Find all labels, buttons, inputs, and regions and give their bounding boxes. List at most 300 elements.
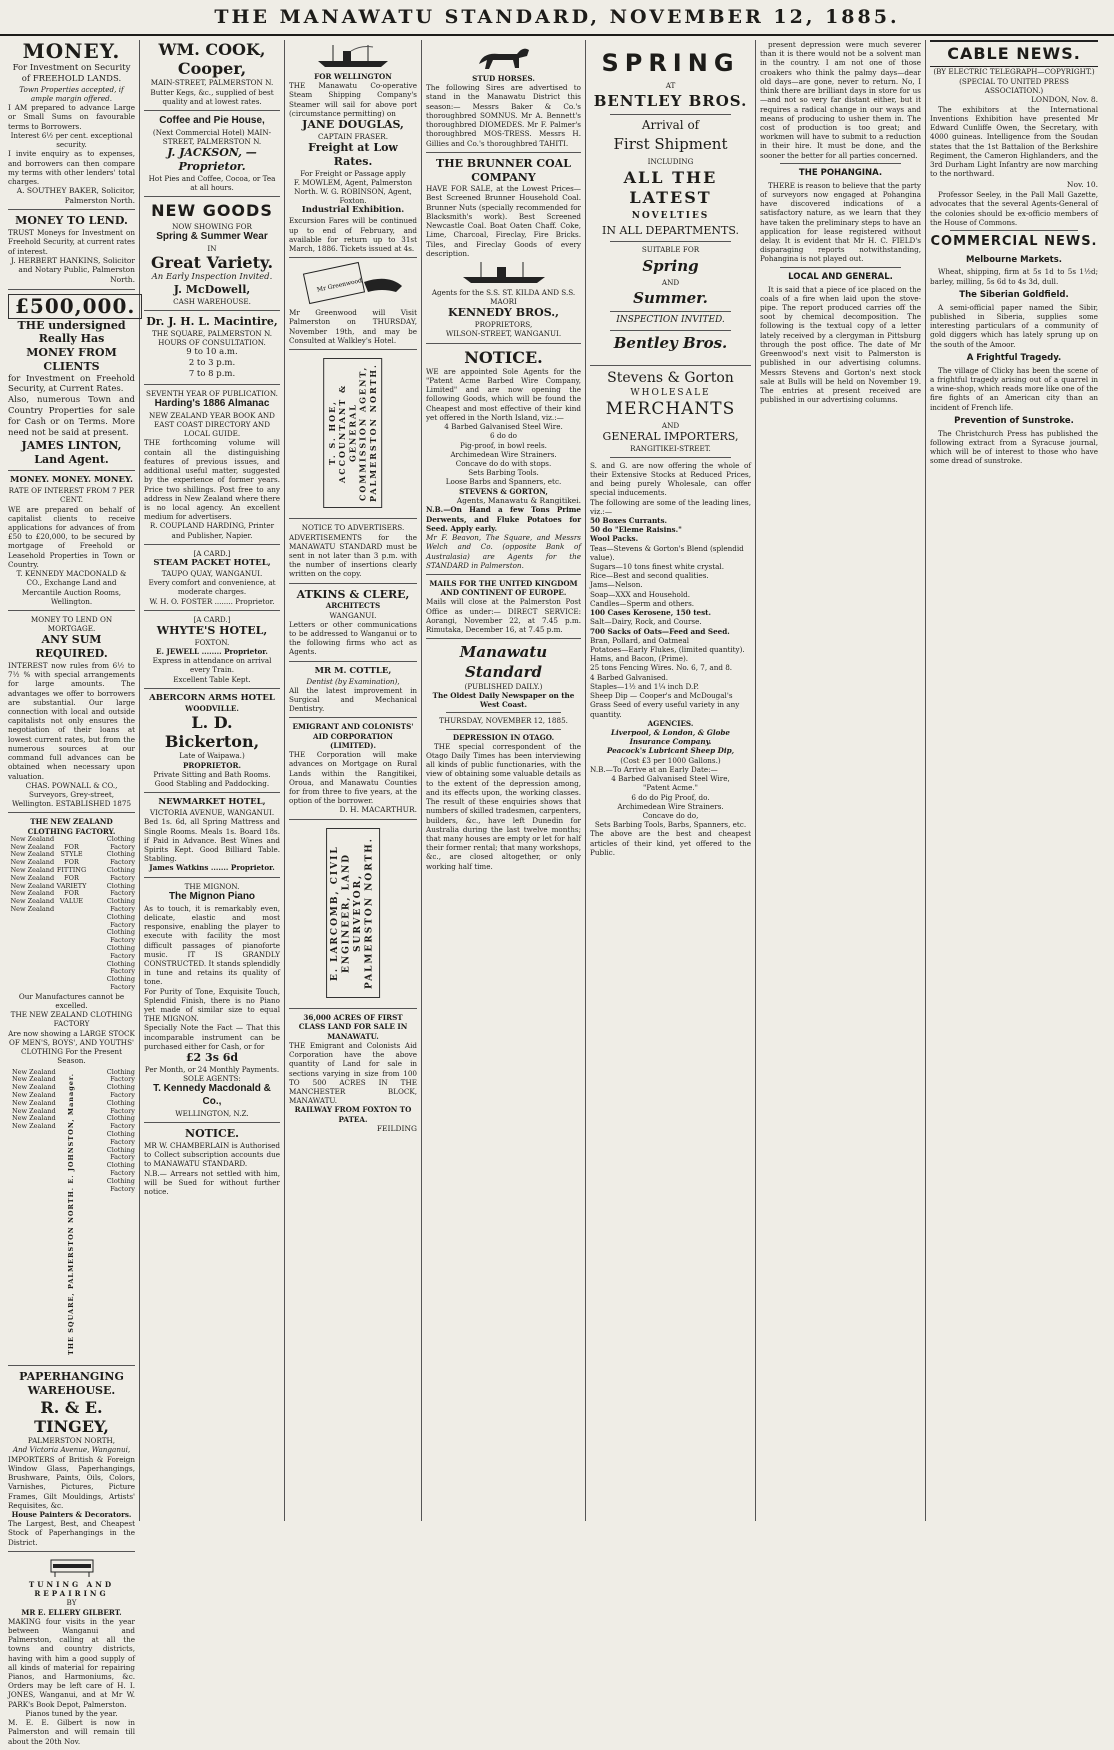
harding-title: Harding's 1886 Almanac xyxy=(154,397,270,409)
atkins-location: WANGANUI. xyxy=(329,610,377,620)
lend-signature: J. HERBERT HANKINS, Solicitor and Notary Public, Palmerston North. xyxy=(10,255,135,284)
lend-ad xyxy=(8,214,135,289)
clothing-ad xyxy=(8,817,135,1366)
depression-title: DEPRESSION IN OTAGO. xyxy=(452,732,555,742)
jewell-text: Express in attendance on arrival every Train. xyxy=(152,656,272,675)
divider xyxy=(446,729,561,730)
clothing-grid: New Zealand New Zealand New Zealand New Zealand New Zealand New Zealand New Zealand New Zealand New Zealand New Zealand FOR STYLE FOR FITTING FOR VARIETY FOR VALUE Clothing Factory Clothing Factory Clothing Factory Clothing Factory Clothing Factory Clothing Factory Clothing Factory Clothing Factory Clothing Factory Clothing Factory xyxy=(10,834,135,992)
svg-text:Mr Greenwood: Mr Greenwood xyxy=(316,277,363,294)
house-painters: House Painters & Decorators. xyxy=(11,1509,132,1519)
great-variety: Great Variety. xyxy=(150,252,274,272)
greenwood-text: Mr Greenwood will Visit Palmerston on THURSDAY, November 19th, and may be Consulted at Walkley's Hotel. xyxy=(289,308,417,345)
wire-notice xyxy=(426,348,581,575)
larcomb-ad xyxy=(289,824,417,1009)
clothing-title: THE NEW ZEALAND CLOTHING FACTORY. xyxy=(27,817,116,836)
money-signature: A. SOUTHEY BAKER, Solicitor, Palmerston North. xyxy=(16,186,135,205)
gilbert-name: MR E. ELLERY GILBERT. xyxy=(21,1607,122,1617)
money-ad xyxy=(8,40,135,210)
following: The following are some of the leading lines, viz.:— xyxy=(590,497,751,516)
cable-credit: (BY ELECTRIC TELEGRAPH—COPYRIGHT.) xyxy=(933,67,1095,77)
editorial-date: THURSDAY, NOVEMBER 12, 1885. xyxy=(439,716,568,726)
atkins-text: Letters or other communications to be addressed to Wanganui or to the following firms who act as Agents. xyxy=(289,619,417,657)
tingey-text: IMPORTERS of British & Foreign Window Glass, Paperhangings, Brushware, Paints, Oils, Colors, Varnishes, Pictures, Picture Frames, Gilt Mouldings, Artists' Requisites, &c. xyxy=(8,1454,135,1510)
private-rooms: Private Sitting and Bath Rooms. xyxy=(153,769,271,779)
amount-line: for Investment on Freehold Security, at Current Rates. xyxy=(8,373,135,395)
commercial-news-title: COMMERCIAL NEWS. xyxy=(930,233,1098,249)
list-item: Hams, and Bacon, (Prime). xyxy=(590,654,689,664)
first-shipment: First Shipment xyxy=(613,135,728,154)
per-month: Per Month, or 24 Monthly Payments. xyxy=(144,1064,280,1074)
steamship-icon xyxy=(459,261,549,285)
card-label: [A CARD.] xyxy=(193,548,231,558)
notice-text: WE are appointed Sole Agents for the "Patent Acme Barbed Wire Company, Limited" and are now opening the following Goods, which will be found the Cheapest and most effective of their kind yet offered in the North Island, viz.:— xyxy=(426,366,581,422)
divider xyxy=(780,163,901,164)
notice-adv-text: ADVERTISEMENTS for the MANAWATU STANDARD must be sent in not later than 3 p.m. with the number of insertions clearly written on the copy. xyxy=(289,532,417,579)
list-item: Potatoes—Early Flukes, (limited quantity). xyxy=(590,645,745,654)
rate-ad xyxy=(8,475,135,611)
list-item: Sugars—10 tons finest white crystal. xyxy=(590,562,725,572)
cottle-title: MR M. COTTLE, xyxy=(314,665,392,676)
notice-title: NOTICE. xyxy=(464,347,543,367)
list-item: Soap—XXX and Household. xyxy=(590,589,691,599)
cook-ad xyxy=(144,40,280,111)
gilbert-foot-2: M. E. E. Gilbert is now in Palmerston and will remain till about the 20th Nov. xyxy=(8,1718,135,1746)
steam-text: Every comfort and convenience, at moderate charges. xyxy=(148,578,276,597)
spring-title: SPRING xyxy=(601,49,740,77)
card-label: [A CARD.] xyxy=(193,614,231,624)
acres-text: THE Emigrant and Colonists Aid Corporation have the above quantity of Land for sale in sections varying in size from 100 TO 500 ACRES IN THE MANCHESTER BLOCK, MANAWATU. xyxy=(289,1040,417,1106)
newmarket-ad xyxy=(144,797,280,877)
stabling: Good Stabling and Paddocking. xyxy=(154,778,270,788)
steam-proprietor: W. H. O. FOSTER ........ Proprietor. xyxy=(149,596,275,606)
liverpool: Liverpool, & London, & Globe Insurance Company. xyxy=(610,727,731,747)
clothing-title-2: THE NEW ZEALAND CLOTHING FACTORY xyxy=(10,1010,133,1029)
rate-title: RATE OF INTEREST FROM 7 PER CENT. xyxy=(8,486,135,505)
mignon-ad xyxy=(144,882,280,1124)
local-general-text: It is said that a piece of ice placed on the coals of a fire when laid upon the stove-pipe. The report produced carries off the soot by chemical decomposition. The following is the textual copy of a letter lately received by a clergyman in Pittsburg through the post office. The date of Mr Greenwood's next visit to Palmerston is published in our advertising columns. Messrs Stevens and Gorton's next stock sale at Bulls will be held on November 19. The entries at present received are published in our advertising columns. xyxy=(760,284,921,405)
money-title: MONEY. xyxy=(22,39,121,63)
gilbert-text: MAKING four visits in the year between Wanganui and Palmerston, calling at all the towns and country districts, having with him a good supply of all kinds of material for repairing Pianos, and Harmoniums, &c. Orders may be left care of H. I. JONES, Wanganui, and at Mr W. PARK's Book Depot, Palmerston. xyxy=(8,1616,135,1709)
jewell: E. JEWELL ........ Proprietor. xyxy=(156,646,268,656)
column-4 xyxy=(422,40,586,1521)
suitable: SUITABLE FOR xyxy=(641,245,700,255)
mignon-price: £2 3s 6d xyxy=(185,1051,239,1065)
frightful-title: A Frightful Tragedy. xyxy=(966,352,1062,363)
mmm-title: MONEY. MONEY. MONEY. xyxy=(10,475,133,486)
list-item: 4 Barbed Galvanised. xyxy=(590,672,669,682)
arrive-item: "Patent Acme." xyxy=(643,783,698,793)
clothing-note: Our Manufactures cannot be excelled. xyxy=(18,991,125,1011)
hoe-ad xyxy=(289,354,417,519)
sole-agents: SOLE AGENTS: xyxy=(183,1074,241,1084)
steamship-icon xyxy=(313,43,393,69)
list-item: Rice—Best and second qualities. xyxy=(590,571,709,581)
hours-item: 9 to 10 a.m. xyxy=(186,347,238,358)
abercorn-title: ABERCORN ARMS HOTEL xyxy=(149,692,275,703)
nov10-date: Nov. 10. xyxy=(1066,180,1098,190)
list-item: 50 do "Eleme Raisins." xyxy=(590,525,682,535)
steam-packet-ad xyxy=(144,549,280,611)
peacock-sub: (Cost £3 per 1000 Gallons.) xyxy=(620,755,721,765)
siberian-text: A semi-official paper named the Sibir, published in Siberia, supplies some interesting particulars of a community of gold diggers which has lately sprung up on the south of the Amoor. xyxy=(930,302,1098,349)
ship-name: JANE DOUGLAS, xyxy=(302,118,404,132)
greenwood-ad xyxy=(289,262,417,350)
hours-item: 2 to 3 p.m. xyxy=(188,358,236,368)
kennedy-bros: KENNEDY BROS., xyxy=(448,306,559,320)
wire-item: Loose Barbs and Spanners, etc. xyxy=(445,477,562,487)
list-item: Grass Seed of every useful variety in any quantity. xyxy=(590,700,740,719)
editorial xyxy=(426,643,581,877)
stevens-gorton: STEVENS & GORTON, xyxy=(459,486,548,496)
hoe-vertical: T. S. HOE, ACCOUNTANT & GENERAL COMMISSION AGENT, PALMERSTON NORTH. xyxy=(323,358,382,508)
list-item: 50 Boxes Currants. xyxy=(590,515,668,525)
harding-text: THE forthcoming volume will contain all the distinguishing features of previous issues, and additional useful matter, suggested by the experience of former years. Price two shillings. Post free to any address in New Zealand where there is no local agency. An excellent medium for advertisers. xyxy=(144,438,280,522)
mails-text: Mails will close at the Palmerston Post Office as under:— DIRECT SERVICE: Aorangi, November 22, at 7.45 p.m. Rimutaka, December 16, at 7.45 p.m. xyxy=(426,597,581,635)
inspection: An Early Inspection Invited. xyxy=(151,272,273,283)
notice-adv-title: NOTICE TO ADVERTISERS. xyxy=(301,523,405,533)
merchants: MERCHANTS xyxy=(605,399,736,420)
stevens-gorton-title: Stevens & Gorton xyxy=(607,369,734,386)
foxton: FOXTON. xyxy=(194,637,230,647)
emigrant-title: EMIGRANT AND COLONISTS' AID CORPORATION (LIMITED). xyxy=(292,722,414,750)
emigrant-signature: D. H. MACARTHUR. xyxy=(339,805,417,815)
money-line: Town Properties accepted, if ample margin offered. xyxy=(19,84,124,103)
prevention-text: The Christchurch Press has published the following extract from a Syracuse journal, which will be of interest to those who have some dread of sunstroke. xyxy=(930,428,1098,466)
in-label: IN xyxy=(207,243,217,253)
ship-agents: F. MOWLEM, Agent, Palmerston North. W. G. ROBINSON, Agent, Foxton. xyxy=(293,177,413,206)
siberian-title: The Siberian Goldfield. xyxy=(959,289,1069,300)
shipping-ad xyxy=(289,43,417,258)
published-daily: (PUBLISHED DAILY.) xyxy=(464,681,543,691)
kennedy-agents: T. Kennedy Macdonald & Co., xyxy=(153,1083,271,1108)
newmarket-text: Bed 1s. 6d, all Spring Mattress and Single Rooms. Meals 1s. Board 18s. if Paid in Advance. Best Wines and Spirits Kept. Good Billiard Table. Stabling. xyxy=(144,817,280,864)
rate-signature: T. KENNEDY MACDONALD & CO., Exchange Land and Mercantile Auction Rooms, Wellington. xyxy=(16,569,127,606)
watkins: James Watkins ....... Proprietor. xyxy=(149,863,275,873)
special-note: Specially Note the Fact — That this incomparable instrument can be purchased either for Cash, or for xyxy=(144,1023,280,1051)
captain: CAPTAIN FRASER. xyxy=(318,131,388,141)
wellington-title: FOR WELLINGTON xyxy=(314,72,392,81)
steam-packet-title: STEAM PACKET HOTEL, xyxy=(153,558,271,569)
wire-item: Sets Barbing Tools. xyxy=(468,468,539,478)
wire-item: Pig-proof, in bowl reels. xyxy=(460,440,547,450)
mails-notice xyxy=(426,579,581,639)
seventh-year: SEVENTH YEAR OF PUBLICATION. xyxy=(146,388,278,398)
list-item: Candles—Sperm and others. xyxy=(590,598,695,608)
prevention-title: Prevention of Sunstroke. xyxy=(954,415,1074,426)
mortgage-title: MONEY TO LEND ON MORTGAGE. xyxy=(30,615,113,634)
summer-italic: Summer. xyxy=(633,289,708,308)
wire-item: 4 Barbed Galvanised Steel Wire. xyxy=(444,422,563,432)
general-importers: GENERAL IMPORTERS, xyxy=(602,430,739,444)
mignon-text: As to touch, it is remarkably even, delicate, elastic and most responsive, enabling the player to execute with facility the most difficult passages of pianoforte music. IT IS GRANDLY CONSTRUCTED. It stands splendidly in tune and retains its quality of tone. xyxy=(144,903,280,987)
dentist: Dentist (by Examination), xyxy=(306,676,400,686)
clothing-word: VALUE xyxy=(59,897,84,906)
column-2 xyxy=(140,40,285,1521)
cable-credit-2: (SPECIAL TO UNITED PRESS ASSOCIATION.) xyxy=(959,76,1069,95)
freight-sub: For Freight or Passage apply xyxy=(300,168,406,178)
new-goods-title: NEW GOODS xyxy=(151,201,273,221)
now-showing: NOW SHOWING FOR xyxy=(172,221,252,231)
stud-title: STUD HORSES. xyxy=(472,74,535,83)
at-label: AT xyxy=(665,80,676,90)
bickerton-sub: Late of Waipawa.) xyxy=(179,751,245,761)
tingey-title: R. & E. TINGEY, xyxy=(34,1397,109,1437)
cottle-text: All the latest improvement in Surgical and Mechanical Dentistry. xyxy=(289,685,417,714)
stud-ad xyxy=(426,42,581,153)
nb-text: N.B.—On Hand a few Tons Prime Derwents, and Fluke Potatoes for Seed. Apply early. xyxy=(426,505,581,533)
column-3 xyxy=(285,40,422,1521)
lend-title: MONEY TO LEND. xyxy=(15,214,128,228)
list-item: Teas—Stevens & Gorton's Blend (splendid value). xyxy=(590,543,744,562)
all-latest: ALL THE LATEST xyxy=(623,167,718,208)
amount-signature: JAMES LINTON, Land Agent. xyxy=(21,438,122,466)
tuning-title: TUNING AND REPAIRING xyxy=(28,1579,115,1599)
arrive-item: 4 Barbed Galvanised Steel Wire, xyxy=(611,774,730,784)
coffee-ad xyxy=(144,115,280,197)
pohangina-title: THE POHANGINA. xyxy=(798,167,883,178)
chamberlain-text: MR W. CHAMBERLAIN is Authorised to Collect subscription accounts due to MANAWATU STANDARD. xyxy=(144,1140,280,1169)
clothing-word: VARIETY xyxy=(56,881,87,890)
cook-title: WM. COOK, xyxy=(158,40,266,59)
money-line: Interest 6½ per cent. exceptional security. xyxy=(10,130,133,150)
acres-signature: FEILDING xyxy=(376,1123,417,1133)
arrive-item: Archimedean Wire Strainers. xyxy=(617,801,724,811)
bentley-title: BENTLEY BROS. xyxy=(593,91,748,110)
jackson: J. JACKSON, — Proprietor. xyxy=(167,146,257,174)
bentley-italic: Bentley Bros. xyxy=(613,333,728,352)
newmarket-location: VICTORIA AVENUE, WANGANUI. xyxy=(149,808,275,818)
divider xyxy=(780,267,901,268)
column-6 xyxy=(756,40,926,1521)
column-1 xyxy=(4,39,140,1746)
larcomb-vertical: E. LARCOMB, CIVIL ENGINEER, LAND SURVEYOR, PALMERSTON NORTH. xyxy=(326,828,380,998)
doctor-name: Dr. J. H. L. Macintire, xyxy=(146,314,278,328)
clothing-vertical: THE SQUARE, PALMERSTON NORTH. E. JOHNSTON, Manager. xyxy=(66,1072,75,1355)
tuning-by: BY xyxy=(66,1598,77,1608)
novelties: NOVELTIES xyxy=(631,210,710,221)
mignon-label: THE MIGNON. xyxy=(184,881,240,891)
list-item: Sheep Dip — Cooper's and McDougal's xyxy=(590,691,733,701)
brunner-ad xyxy=(426,157,581,344)
harding-signature: R. COUPLAND HARDING, Printer and Publisher, Napier. xyxy=(149,521,275,540)
yearbook: NEW ZEALAND YEAR BOOK AND EAST COAST DIRECTORY AND LOCAL GUIDE. xyxy=(149,410,275,439)
cable-news-title: CABLE NEWS. xyxy=(930,40,1098,67)
peacock: Peacock's Lubricant Sheep Dip, xyxy=(606,746,735,756)
arrive-item: Concave do do, xyxy=(642,810,699,820)
lend-text: TRUST Moneys for Investment on Freehold Security, at current rates of interest. xyxy=(8,228,135,256)
bentley-ad xyxy=(590,40,751,366)
ship-text: THE Manawatu Co-operative Steam Shipping Company's Steamer will sail for above port (circumstance permitting) on xyxy=(289,81,417,118)
local-general-title: LOCAL AND GENERAL. xyxy=(788,271,893,282)
notice-title: NOTICE. xyxy=(185,1127,239,1141)
masthead xyxy=(0,0,1114,36)
spring-summer: Spring & Summer Wear xyxy=(156,230,268,242)
emigrant-ad xyxy=(289,722,417,820)
inspection-invited: INSPECTION INVITED. xyxy=(616,315,725,326)
wire-item: Archimedean Wire Strainers. xyxy=(450,449,557,459)
list-item: Bran, Pollard, and Oatmeal xyxy=(590,635,690,645)
brunner-text: HAVE FOR SALE, at the Lowest Prices— Best Screened Brunner Household Coal. Brunner Nuts (specially recommended for Blacksmith's work). Best Screened Newcastle Coal. Boat Oaten Chaff. Coke, Lime, Charcoal, Fireclay, Fire Bricks. Tiles, and Fireclay Goods of every description. xyxy=(426,184,581,258)
horse-icon xyxy=(469,42,539,72)
atkins-ad xyxy=(289,588,417,662)
departments: IN ALL DEPARTMENTS. xyxy=(601,224,740,238)
proprietor: PROPRIETOR. xyxy=(183,760,241,770)
melbourne-markets-title: Melbourne Markets. xyxy=(965,254,1062,265)
amount-ad xyxy=(8,294,135,472)
editorial-continued: present depression were much severer than it is there would not be a solvent man in the country. I am not one of those croakers who think the palmy days—dear old days—are gone, never to return. No, I think there are brilliant days in store for us—and not so very far distant either, but it requires a radical change in our ways and means of producing to usher them in. The cost of production is too great; and workmen will have to submit to a reduction in their hire. It must be done, and the sooner the better for all parties concerned. xyxy=(760,40,921,160)
coffee-title: Coffee and Pie House, xyxy=(159,115,265,127)
list-item: Jams—Nelson. xyxy=(590,580,643,590)
money-line: I AM prepared to advance Large or Small Sums on favourable terms to Borrowers. xyxy=(8,103,135,131)
arrive-item: Sets Barbing Tools, Barbs, Spanners, etc. xyxy=(594,820,747,830)
chamberlain-nb: N.B.— Arrears not settled with him, will be Sued for without further notice. xyxy=(144,1168,280,1196)
hours-title: HOURS OF CONSULTATION. xyxy=(158,337,266,347)
list-item: 700 Sacks of Oats—Feed and Seed. xyxy=(590,626,730,636)
closing-text: The above are the best and cheapest articles of their kind, yet offered to the Public. xyxy=(590,829,751,857)
wire-item: 6 do do xyxy=(490,431,517,441)
nov10-text: Professor Seeley, in the Pall Mall Gazette, advocates that the several Agents-General of the colonies should be ex-officio members of the House of Commons. xyxy=(930,190,1098,227)
newspaper-page xyxy=(4,39,1110,1746)
any-sum-text: INTEREST now rules from 6½ to 7½ % with special arrangements for large amounts. The advantages we offer to borrowers are substantial. Our large connection with local and outside capitalists not only ensures the negotiation of their loans at lowest current rates, but from the numerous sources at our command full advances can be obtained when necessary upon valuation. xyxy=(8,660,135,781)
and-label: AND xyxy=(661,277,680,287)
doctor-location: THE SQUARE, PALMERSTON N. xyxy=(151,328,273,338)
whytes-title: WHYTE'S HOTEL, xyxy=(156,624,268,638)
sg-text: S. and G. are now offering the whole of their Extensive Stocks at Reduced Prices, and being purely Wholesale, can offer special inducements. xyxy=(590,460,751,498)
agents-for: Agents for the S.S. ST. KILDA AND S.S. MAORI xyxy=(431,288,576,307)
tingey-location: PALMERSTON NORTH, xyxy=(27,1436,116,1446)
mignon-piano: The Mignon Piano xyxy=(168,890,256,902)
list-item: Wool Packs. xyxy=(590,534,639,544)
mcdowell: J. McDowell, xyxy=(173,282,251,296)
clothing-stock: Are now showing a LARGE STOCK OF MEN'S, BOYS', AND YOUTHS' CLOTHING For the Present Season. xyxy=(8,1028,135,1066)
list-item: 100 Cases Kerosene, 150 test. xyxy=(590,608,711,618)
cooper-title: Cooper, xyxy=(177,59,247,79)
amount-line: THE undersigned Really Has xyxy=(17,318,126,346)
london-date: LONDON, Nov. 8. xyxy=(1030,95,1098,105)
clothing-word: FITTING xyxy=(56,866,87,875)
hand-card-icon xyxy=(298,262,408,306)
clothing-word: STYLE xyxy=(60,850,83,859)
amount-line: Also, numerous Town and Country Properties for sale for Cash or on Terms. More need not be said at present. xyxy=(8,395,135,438)
rate-text: WE are prepared on behalf of capitalist clients to receive applications for advances of from £50 to £20,000, to be secured by mortgage of Freehold or Leasehold Properties in Town or Country. xyxy=(8,504,135,569)
list-item: Salt—Dairy, Rock, and Course. xyxy=(590,617,702,627)
and-label-2: AND xyxy=(661,421,680,431)
amount-line: MONEY FROM CLIENTS xyxy=(26,346,117,373)
doctor-ad xyxy=(144,315,280,385)
agencies-title: AGENCIES. xyxy=(647,718,694,728)
gilbert-foot: Pianos tuned by the year. xyxy=(25,1708,118,1718)
item-list xyxy=(590,516,751,719)
list-item: Staples—1½ and 1¼ inch D.P. xyxy=(590,681,699,691)
architects: ARCHITECTS xyxy=(325,601,381,611)
divider xyxy=(446,712,561,713)
kennedy-location: WILSON-STREET, WANGANUI. xyxy=(445,329,562,339)
including: INCLUDING xyxy=(647,156,694,166)
standard-title: Manawatu Standard xyxy=(459,643,548,681)
money-line: I invite enquiry as to expenses, and borrowers can then compare my terms with other lenders' total charges. xyxy=(8,149,135,186)
advertisers-notice xyxy=(289,523,417,583)
whytes-ad xyxy=(144,615,280,689)
steam-location: TAUPO QUAY, WANGANUI. xyxy=(161,568,263,578)
clothing-grid-2: New Zealand New Zealand New Zealand New Zealand New Zealand New Zealand New Zealand New Zealand THE SQUARE, PALMERSTON NORTH. E. JOHNSTON, Manager. Clothing Factory Clothing Factory Clothing Factory Clothing Factory Clothing Factory Clothing Factory Clothing Factory Clothing Factory xyxy=(11,1067,135,1355)
oldest-paper: The Oldest Daily Newspaper on the West Coast. xyxy=(432,690,575,710)
chamberlain-notice xyxy=(144,1127,280,1200)
gilbert-ad xyxy=(8,1556,135,1750)
masthead-title: THE MANAWATU STANDARD, NOVEMBER 12, 1885. xyxy=(214,6,900,28)
cable-text: The exhibitors at the International Inventions Exhibition have presented Mr Edward Cunliffe Owen, the Secretary, with 4000 guineas. Intelligence from the Soudan states that the 1st Battalion of the Berkshire Regiment, the Cameron Highlanders, and the 3rd Durham Light Infantry are now marching to the northward. xyxy=(930,104,1098,179)
stud-text: The following Sires are advertised to stand in the Manawatu District this season:— Messrs Baker & Co.'s thoroughbred SOMNUS. Mr A. Bennett's thoroughbred DIOMEDES. Mr F. Palmer's thoroughbred MOS-TRESS. Messrs H. Gillies and Co.'s thoroughbred TAHITI. xyxy=(426,83,581,148)
wire-item: Concave do do with stops. xyxy=(455,459,552,468)
table-kept: Excellent Table Kept. xyxy=(173,674,251,684)
stevens-gorton-ad xyxy=(590,370,751,861)
cook-text: Butter Kegs, &c., supplied of best quality and at lowest rates. xyxy=(150,87,274,106)
depression-text: THE special correspondent of the Otago Daily Times has been interviewing all kinds of public functionaries, with the view of obtaining some valuable details as to the extent of the depression among, and its effects upon, the working classes. The result of these enquiries shows that numbers of skilled tradesmen, carpenters, builders, &c., have left Dunedin for Australia during the last twelve months; that many houses are empty or let for half their former rental; that many workshops, &c., are closed altogether, or only working half time. xyxy=(426,741,581,871)
pohangina-text: THERE is reason to believe that the party of surveyors now engaged at Pohangina have discovered indications of a satisfactory nature, as we learn that they have taken the preliminary steps to have an application for lease registered without delay. It is evident that Mr H. C. FIELD's disparaging reports notwithstanding, Pohangina is not played out. xyxy=(760,180,921,264)
arrival: Arrival of xyxy=(641,118,700,133)
cash-warehouse: CASH WAREHOUSE. xyxy=(173,296,251,306)
acres-title: 36,000 ACRES OF FIRST CLASS LAND FOR SALE IN MANAWATU. xyxy=(298,1013,408,1041)
atkins-title: ATKINS & CLERE, xyxy=(296,587,410,601)
cottle-ad xyxy=(289,666,417,719)
melbourne-text: Wheat, shipping, firm at 5s 1d to 5s 1½d; barley, milling, 5s 6d to 4s 3d, dull. xyxy=(930,267,1098,286)
tingey-ad xyxy=(8,1370,135,1552)
kennedy-location: WELLINGTON, N.Z. xyxy=(175,1108,249,1118)
exhibition-text: Excursion Fares will be continued up to end of February, and available for return up to 31st March, 1886. Tickets issued at 4s. xyxy=(289,216,417,253)
proprietors: PROPRIETORS, xyxy=(474,320,533,330)
arrive-item: 6 do do Pig Proof, do. xyxy=(631,792,710,802)
divider xyxy=(950,230,1078,231)
spring-italic: Spring xyxy=(642,256,699,275)
money-line: For Investment on Security of FREEHOLD LANDS. xyxy=(12,63,131,84)
house-text: The Largest, Best, and Cheapest Stock of Paperhangings in the District. xyxy=(8,1519,135,1547)
brunner-title: THE BRUNNER COAL COMPANY xyxy=(436,156,571,184)
any-sum-signature: CHAS. POWNALL & CO., Surveyors, Grey-street, Wellington. ESTABLISHED 1875 xyxy=(11,780,132,809)
nb2: N.B.—To Arrive at an Early Date:— xyxy=(590,764,718,774)
coffee-sub: (Next Commercial Hotel) MAIN-STREET, PALMERSTON N. xyxy=(152,127,272,147)
harding-ad xyxy=(144,389,280,545)
rangitikei-street: RANGITIKEI-STREET. xyxy=(630,444,711,454)
mignon-price-text: For Purity of Tone, Exquisite Touch, Splendid Finish, there is no Piano yet made of similar size to equal THE MIGNON. xyxy=(144,986,280,1024)
column-5 xyxy=(586,40,756,1521)
railway: RAILWAY FROM FOXTON TO PATEA. xyxy=(294,1105,412,1124)
jackson-text: Hot Pies and Coffee, Cocoa, or Tea at all hours. xyxy=(148,173,276,192)
tingey-sub: And Victoria Avenue, Wanganui, xyxy=(12,1445,131,1455)
column-7 xyxy=(926,40,1102,1521)
bickerton: L. D. Bickerton, xyxy=(164,712,260,752)
abercorn-ad xyxy=(144,693,280,793)
frightful-text: The village of Clicky has been the scene of a frightful tragedy arising out of a quarrel in a wine-shop, which reads more like one of the fire fights of an American city than an incident of French life. xyxy=(930,365,1098,412)
wholesale: WHOLESALE xyxy=(630,387,711,398)
paperhanging-title: PAPERHANGING WAREHOUSE. xyxy=(19,1370,124,1398)
mails-title: MAILS FOR THE UNITED KINGDOM AND CONTINENT OF EUROPE. xyxy=(429,579,578,598)
list-item: 25 tons Fencing Wires. No. 6, 7, and 8. xyxy=(590,663,733,673)
acres-ad xyxy=(289,1013,417,1137)
piano-icon xyxy=(47,1556,97,1578)
woodville: WOODVILLE. xyxy=(185,703,239,713)
cook-location: MAIN-STREET, PALMERSTON N. xyxy=(150,78,274,88)
mortgage-ad xyxy=(8,615,135,813)
hours-item: 7 to 8 p.m. xyxy=(188,368,236,379)
big-amount: £500,000. xyxy=(8,294,142,319)
any-sum-title: ANY SUM REQUIRED. xyxy=(35,633,108,661)
stevens-sub: Agents, Manawatu & Rangitikei. xyxy=(456,495,581,505)
freight-title: Freight at Low Rates. xyxy=(308,141,398,168)
newmarket-title: NEWMARKET HOTEL, xyxy=(158,797,266,808)
beavon-text: Mr F. Beavon, The Square, and Messrs Welch and Co. (opposite Bank of Australasia) are Agents for the STANDARD in Palmerston. xyxy=(426,533,581,570)
exhibition-title: Industrial Exhibition. xyxy=(301,205,405,216)
goods-ad xyxy=(144,201,280,311)
emigrant-text: THE Corporation will make advances on Mortgage on Rural Lands within the Rangitikei, Oroua, and Manawatu Counties for from three to five years, at the option of the borrower. xyxy=(289,750,417,806)
